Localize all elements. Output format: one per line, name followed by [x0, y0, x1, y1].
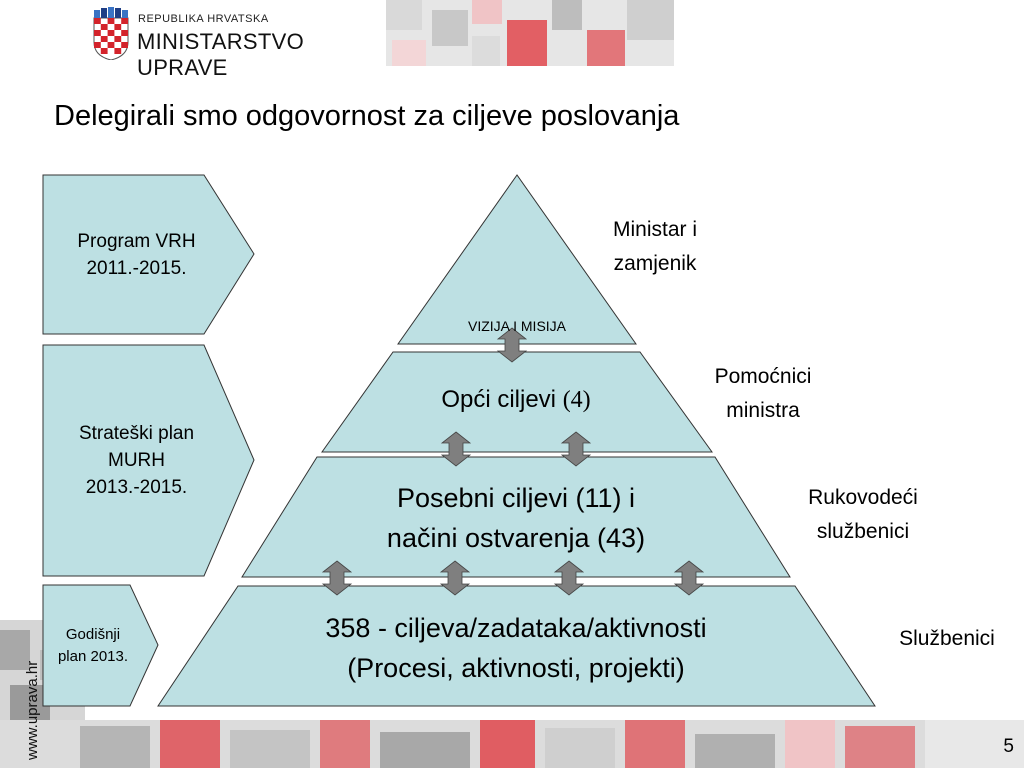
box-strategic-line2: MURH	[108, 450, 165, 471]
role-minister-line1: Ministar i	[612, 218, 697, 241]
role-minister-line2: zamjenik	[613, 252, 697, 275]
role-managers	[788, 481, 938, 549]
box-annual-line1: Godišnji	[65, 626, 121, 643]
pyramid-tier2-label	[400, 386, 632, 414]
box-annual-line2: plan 2013.	[57, 648, 129, 665]
tier4-line2: (Procesi, aktivnosti, projekti)	[347, 653, 685, 683]
pyramid-top-label: VIZIJA I MISIJA	[467, 318, 567, 334]
box-program-line2: 2011.-2015.	[86, 258, 187, 279]
logo-ministry: MINISTARSTVO UPRAVE	[137, 29, 304, 80]
box-strategic-line1: Strateški plan	[78, 423, 195, 444]
role-managers-line1: Rukovodeći	[808, 486, 918, 509]
role-employees-line1: Službenici	[899, 627, 995, 650]
website-link[interactable]: www.uprava.hr	[24, 660, 41, 760]
pyramid-tier4-label	[236, 608, 796, 688]
role-assistants-line1: Pomoćnici	[714, 365, 812, 388]
role-employees	[876, 622, 1018, 656]
role-minister	[580, 213, 730, 281]
role-assistants	[688, 360, 838, 428]
box-strategic-line3: 2013.-2015.	[85, 477, 188, 498]
role-assistants-line2: ministra	[726, 399, 800, 422]
logo-country: REPUBLIKA HRVATSKA	[138, 13, 269, 25]
tier2-label-text: Opći ciljevi	[441, 386, 557, 413]
role-managers-line2: službenici	[816, 520, 910, 543]
tier3-line1: Posebni ciljevi (11) i	[396, 483, 636, 513]
tier4-line1: 358 - ciljeva/zadataka/aktivnosti	[325, 613, 707, 643]
page-title: Delegirali smo odgovornost za ciljeve poslovanja	[54, 100, 680, 132]
pyramid-tier3-label	[300, 478, 732, 558]
tier3-line2: načini ostvarenja (43)	[386, 523, 646, 553]
box-program-line1: Program VRH	[77, 231, 196, 252]
tier2-count: (4)	[562, 387, 591, 413]
page-number: 5	[1003, 736, 1014, 757]
